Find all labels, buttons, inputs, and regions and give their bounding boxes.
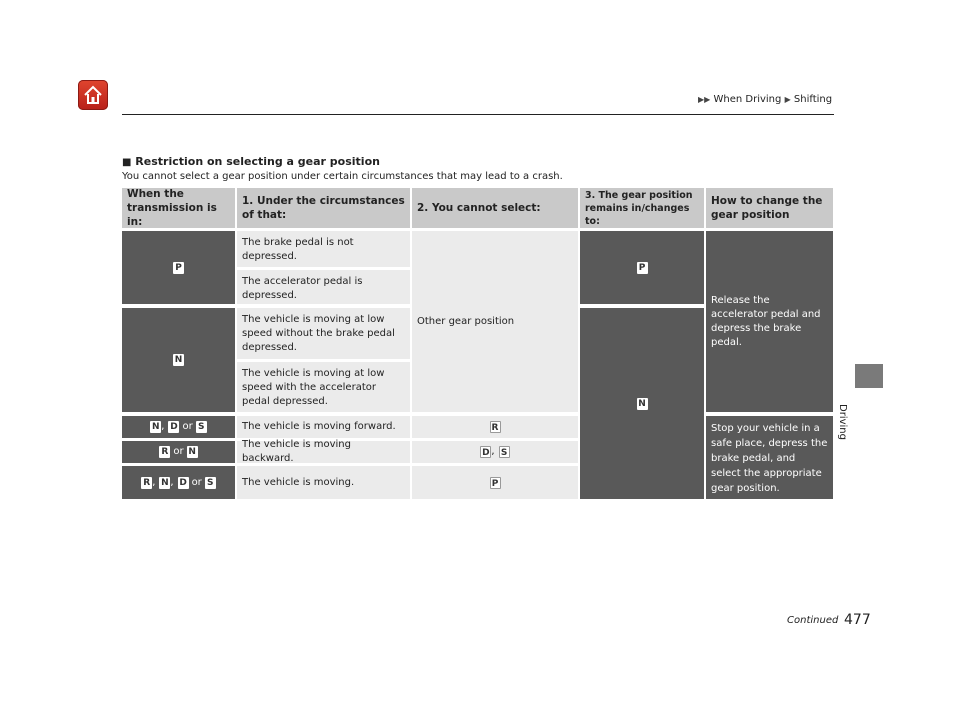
remains-cell xyxy=(580,308,704,499)
gear-badge: R xyxy=(159,446,170,458)
circumstance-cell: The vehicle is moving forward. xyxy=(237,416,410,438)
when-cell xyxy=(122,466,235,499)
circumstance-cell: The vehicle is moving. xyxy=(237,466,410,499)
gear-badge: N xyxy=(152,422,160,432)
gear-badge: R xyxy=(490,421,501,433)
breadcrumb-item[interactable]: When Driving xyxy=(713,94,782,105)
when-cell xyxy=(122,441,235,463)
gear-badge: R xyxy=(141,477,152,489)
circumstance-cell: The brake pedal is not depressed. xyxy=(237,231,410,267)
breadcrumb xyxy=(698,94,832,105)
remains-cell xyxy=(580,231,704,304)
how-change-cell: Stop your vehicle in a safe place, depress the brake pedal, and select the appropriate gear position. xyxy=(706,416,833,499)
gear-badge: S xyxy=(196,421,207,433)
section-description: You cannot select a gear position under certain circumstances that may lead to a crash. xyxy=(122,171,563,182)
cannot-select-cell xyxy=(412,416,578,438)
gear-badge: P xyxy=(490,477,501,489)
header-circumstances: 1. Under the circumstances of that: xyxy=(237,188,410,228)
gear-badge: N xyxy=(174,355,183,365)
circumstance-cell: The accelerator pedal is depressed. xyxy=(237,270,410,304)
page-number: 477 xyxy=(844,612,871,628)
header-when: When the transmission is in: xyxy=(122,188,235,228)
gear-badge: N xyxy=(161,477,169,488)
cannot-select-cell xyxy=(412,466,578,499)
gear-badge: P xyxy=(637,262,648,274)
square-bullet-icon: ■ xyxy=(122,157,132,168)
when-cell xyxy=(122,416,235,438)
cannot-select-cell xyxy=(412,441,578,463)
continued-label: Continued xyxy=(787,615,839,626)
header-how-change: How to change the gear position xyxy=(706,188,833,228)
gear-badge: P xyxy=(173,262,184,274)
gear-badge: N xyxy=(188,447,196,457)
when-cell xyxy=(122,231,235,304)
section-title-text: Restriction on selecting a gear position xyxy=(135,155,380,168)
header-cannot-select: 2. You cannot select: xyxy=(412,188,578,228)
circumstance-cell: The vehicle is moving at low speed without the brake pedal depressed. xyxy=(237,308,410,359)
gear-badge: S xyxy=(499,446,510,458)
header-rule xyxy=(122,114,834,115)
how-change-cell: Release the accelerator pedal and depress the brake pedal. xyxy=(706,231,833,412)
separator: , xyxy=(161,421,165,432)
gear-badge: D xyxy=(170,422,178,432)
circumstance-cell: The vehicle is moving at low speed with the accelerator pedal depressed. xyxy=(237,362,410,412)
when-cell xyxy=(122,308,235,412)
gear-badge: D xyxy=(482,448,490,458)
breadcrumb-arrow-icon: ▶ xyxy=(784,95,791,104)
separator: , xyxy=(152,476,156,488)
separator: or xyxy=(173,446,184,457)
circumstance-cell: The vehicle is moving backward. xyxy=(237,441,410,463)
chapter-tab[interactable] xyxy=(855,364,883,388)
breadcrumb-item[interactable]: Shifting xyxy=(793,94,833,105)
gear-badge: S xyxy=(205,477,216,489)
separator: or xyxy=(191,476,202,488)
separator: , xyxy=(491,446,495,457)
section-title xyxy=(122,155,380,168)
header-remains: 3. The gear position remains in/changes to: xyxy=(580,188,704,228)
breadcrumb-arrow-icon: ▶▶ xyxy=(698,95,711,104)
separator: , xyxy=(170,476,174,488)
gear-badge: D xyxy=(179,477,187,488)
cannot-select-cell: Other gear position xyxy=(412,231,578,412)
home-icon xyxy=(82,84,104,106)
gear-badge: N xyxy=(638,398,646,409)
separator: or xyxy=(182,421,193,432)
home-button[interactable] xyxy=(78,80,108,110)
chapter-label: Driving xyxy=(837,404,848,440)
